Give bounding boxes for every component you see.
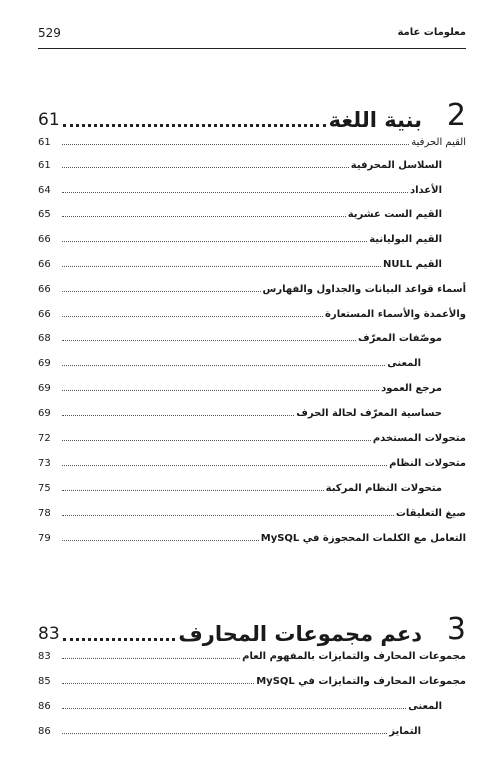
toc-entry-page: 66	[38, 284, 51, 295]
dot-leader	[62, 683, 254, 684]
toc-entry[interactable]	[38, 378, 442, 394]
page-header	[38, 22, 466, 49]
toc-entry-title: القيم NULL	[382, 259, 442, 270]
toc-entry[interactable]	[38, 696, 442, 712]
toc-entry-title: القيم الست عشرية	[347, 209, 442, 220]
dot-leader	[63, 638, 176, 641]
chapter-page: 83	[38, 624, 60, 644]
toc-entry-title: السلاسل المحرفية	[350, 160, 442, 171]
toc-entry-title: صيغ التعليقات	[395, 508, 466, 519]
toc-entry[interactable]	[38, 180, 442, 196]
toc-entry-page: 61	[38, 160, 51, 171]
dot-leader	[62, 144, 409, 145]
toc-entry-page: 65	[38, 209, 51, 220]
toc-entry-page: 83	[38, 651, 51, 662]
toc-entry-page: 86	[38, 701, 51, 712]
toc-entry[interactable]	[38, 328, 442, 344]
dot-leader	[62, 515, 394, 516]
toc-entry[interactable]	[38, 155, 442, 171]
chapter-title-line	[38, 610, 422, 650]
toc-entry-title: التعامل مع الكلمات المحجوزة في MySQL	[260, 533, 466, 544]
toc-entry-page: 69	[38, 383, 51, 394]
chapter-heading	[38, 96, 466, 136]
toc-entry[interactable]	[38, 204, 442, 220]
toc-entry-title: أسماء قواعد البيانات والجداول والفهارس	[262, 284, 466, 295]
dot-leader	[62, 465, 387, 466]
chapter-page: 61	[38, 110, 60, 130]
toc-entry[interactable]	[38, 254, 442, 270]
toc-entry-page: 64	[38, 185, 51, 196]
dot-leader	[62, 733, 387, 734]
toc-entry[interactable]	[38, 453, 466, 469]
toc-entry-page: 78	[38, 508, 51, 519]
toc-entry[interactable]	[38, 428, 466, 444]
dot-leader	[62, 266, 381, 267]
dot-leader	[62, 390, 379, 391]
toc-entry[interactable]	[38, 528, 466, 544]
toc-entry[interactable]	[38, 403, 442, 419]
toc-entry-title: متحولات النظام	[389, 458, 466, 469]
toc-entry[interactable]	[38, 304, 466, 320]
toc-entry[interactable]	[38, 503, 466, 519]
chapter-number: 3	[446, 612, 466, 647]
chapter-title: دعم مجموعات المحارف	[178, 622, 422, 646]
dot-leader	[62, 316, 323, 317]
chapter-title: بنية اللغة	[328, 108, 422, 132]
chapter-title-line	[38, 96, 422, 136]
toc-entry[interactable]	[38, 229, 442, 245]
toc-entry[interactable]	[38, 721, 421, 737]
toc-entry[interactable]	[38, 353, 421, 369]
toc-entry-page: 66	[38, 259, 51, 270]
toc-entry-page: 72	[38, 433, 51, 444]
dot-leader	[62, 490, 324, 491]
toc-entry[interactable]	[38, 132, 466, 148]
toc-entry-title: القيم البوليانية	[369, 234, 442, 245]
dot-leader	[62, 708, 406, 709]
dot-leader	[62, 658, 240, 659]
toc-entry[interactable]	[38, 671, 466, 687]
toc-entry-title: التمايز	[389, 726, 421, 737]
dot-leader	[62, 216, 346, 217]
toc-entry-page: 75	[38, 483, 51, 494]
toc-entry[interactable]	[38, 279, 466, 295]
toc-entry[interactable]	[38, 478, 442, 494]
dot-leader	[62, 440, 371, 441]
chapter-number: 2	[446, 98, 466, 133]
dot-leader	[62, 192, 408, 193]
chapter-heading	[38, 610, 466, 650]
toc-entry-page: 66	[38, 234, 51, 245]
dot-leader	[62, 241, 367, 242]
toc-entry-title: موصّفات المعرّف	[358, 333, 442, 344]
toc-entry-page: 69	[38, 358, 51, 369]
dot-leader	[62, 167, 349, 168]
toc-entry-title: مجموعات المحارف والتمايزات بالمفهوم العام	[242, 651, 466, 662]
running-title: معلومات عامة	[397, 27, 466, 38]
toc-entry-page: 61	[38, 137, 51, 148]
toc-entry-title: الأعداد	[409, 185, 442, 196]
toc-entry-page: 79	[38, 533, 51, 544]
toc-entry-title: والأعمدة والأسماء المستعارة	[325, 309, 466, 320]
toc-entry-title: مجموعات المحارف والتمايزات في MySQL	[256, 676, 466, 687]
dot-leader	[63, 124, 326, 127]
toc-entry-title: متحولات المستخدم	[372, 433, 466, 444]
page-number: 529	[38, 26, 61, 40]
toc-entry-title: مرجع العمود	[381, 383, 442, 394]
toc-entry-title: المعنى	[387, 358, 421, 369]
dot-leader	[62, 415, 294, 416]
toc-entry-title: حساسية المعرّف لحالة الحرف	[296, 408, 442, 419]
toc-entry-page: 69	[38, 408, 51, 419]
toc-entry-title: القيم الحرفية	[411, 137, 466, 148]
toc-entry-page: 68	[38, 333, 51, 344]
toc-entry-page: 66	[38, 309, 51, 320]
toc-entry[interactable]	[38, 646, 466, 662]
dot-leader	[62, 291, 261, 292]
dot-leader	[62, 365, 385, 366]
toc-entry-page: 86	[38, 726, 51, 737]
toc-entry-page: 85	[38, 676, 51, 687]
dot-leader	[62, 540, 259, 541]
toc-entry-title: متحولات النظام المركبة	[325, 483, 442, 494]
toc-entry-page: 73	[38, 458, 51, 469]
dot-leader	[62, 340, 356, 341]
toc-entry-title: المعنى	[408, 701, 442, 712]
